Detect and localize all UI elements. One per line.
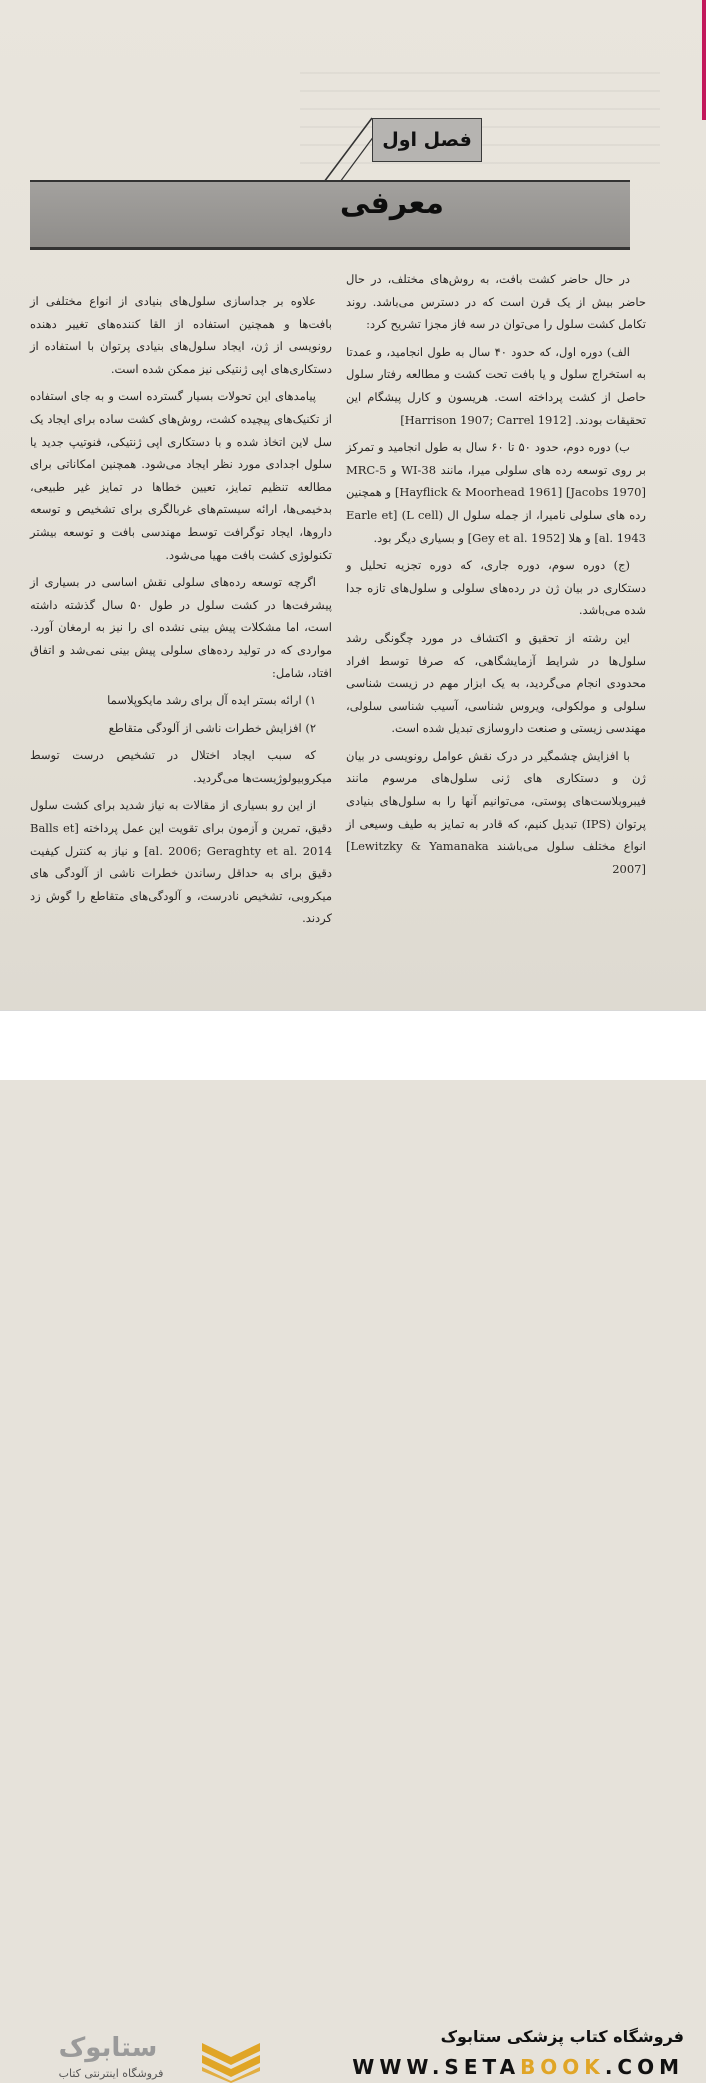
chapter-title: معرفی	[339, 186, 444, 221]
paragraph	[346, 436, 646, 549]
paragraph-text: ۲) افزایش خطرات ناشی از آلودگی متقاطع	[108, 720, 316, 735]
url-brand-seta: SETA	[444, 2055, 521, 2079]
paragraph	[346, 268, 646, 336]
paragraph	[30, 794, 332, 930]
url-prefix: WWW.	[352, 2055, 445, 2079]
paragraph	[30, 744, 332, 789]
chapter-label: فصل اول	[372, 118, 482, 162]
paragraph-text: که سبب ایجاد اختلال در تشخیص درست توسط میکروبیولوژیست‌ها می‌گردید.	[30, 748, 332, 785]
paragraph	[346, 745, 646, 881]
store-url-link[interactable]	[352, 2055, 684, 2079]
paragraph-text: (ج) دوره سوم، دوره جاری، که دوره تجزیه تحلیل و دستکاری در بیان ژن در رده‌های سلولی و سلول‌های تازه جدا شده می‌باشد.	[346, 558, 646, 618]
store-banner	[0, 1010, 706, 2080]
list-item	[30, 717, 332, 740]
citation: [Lewitzky & Yamanaka 2007]	[346, 839, 646, 876]
paragraph-text: در حال حاضر کشت بافت، به روش‌های مختلف، در حال حاضر بیش از یک قرن است که در دسترس می‌باشد. روند تکامل کشت سلول را می‌توان در سه فاز مجزا تشریح کرد:	[346, 272, 646, 332]
store-logo-subtitle: فروشگاه اینترنتی کتاب	[58, 2067, 164, 2080]
chapter-connector-line	[322, 116, 376, 184]
list-item	[30, 689, 332, 712]
paragraph-text: الف) دوره اول، که حدود ۴۰ سال به طول انجامید، و عمدتا به استخراج سلول و یا بافت تحت کشت و مطالعه رفتار سلول حاصل از کشت پرداخته است. هریسون و کارل پیشگام این تحقیقات بودند.	[346, 344, 646, 427]
paragraph-text: علاوه بر جداسازی سلول‌های بنیادی از انواع مختلفی از بافت‌ها و همچنین استفاده از القا کننده‌های تغییر دهنده رونویسی از ژن، ایجاد سلول‌های بنیادی پرتوان با استفاده از دستکاری‌های اپی ژنتیکی نیز ممکن شده است.	[30, 294, 332, 376]
paragraph-text: پیامدهای این تحولات بسیار گسترده است و به جای استفاده از تکنیک‌های پیچیده کشت، روش‌های کشت ساده برای ایجاد یک سل لاین اتخاذ شده و با دستکاری اپی ژنتیکی، فنوتیپ جدید یا سلول اجدادی مورد نظر ایجاد می‌شود. همچنین امکاناتی برای مطالعه تنظیم تمایز، تعیین خطاها در تمایز غیر طبیعی، بدخیمی‌ها، ارائه سیستم‌های غربالگری برای تشخیص و توسعه داروها، ایجاد توگرافت توسط مهندسی بافت و توسعه بیشتر تکنولوژی کشت بافت مهیا می‌شود.	[30, 389, 332, 562]
store-name: فروشگاه کتاب پزشکی ستابوک	[440, 2027, 684, 2046]
paragraph	[30, 385, 332, 566]
url-suffix: .COM	[604, 2055, 684, 2079]
right-text-column	[346, 268, 646, 885]
paragraph	[346, 554, 646, 622]
url-brand-book: BOOK	[520, 2055, 605, 2079]
paragraph-text: از این رو بسیاری از مقالات به نیاز شدید برای کشت سلول دقیق، تمرین و آزمون برای تقویت این عمل پرداخته [Balls et al. 2006; Geraghty et al. 2014] و نیاز به کنترل کیفیت دقیق برای به حداقل رساندن خطرات ناشی از آلودگی های میکروبی، تشخیص نادرست، و آلودگی‌های متقاطع را گوش زد کردند.	[30, 798, 332, 926]
paragraph-text: اگرچه توسعه رده‌های سلولی نقش اساسی در بسیاری از پیشرفت‌ها در کشت سلول در طول ۵۰ سال گذشته داشته است، اما مشکلات پیش بینی نشده ای را نیز به ارمغان آورد. مواردی که در تولید رده‌های سلولی پیش بینی نمی‌شد و اتفاق افتاد، شامل:	[30, 575, 332, 680]
paragraph-text: این رشته از تحقیق و اکتشاف در مورد چگونگی رشد سلول‌ها در شرایط آزمایشگاهی، که صرفا توسط افراد محدودی انجام می‌گردید، به یک ابزار مهم در زیست شناسی سلولی و مولکولی، ویروس شناسی، آسیب شناسی سلولی، مهندسی زیستی و صنعت داروسازی تبدیل شده است.	[346, 630, 646, 736]
paragraph-text: با افزایش چشمگیر در درک نقش عوامل رونویسی در بیان ژن و دستکاری های ژنی سلول‌های مرسوم مانند فیبروبلاست‌های پوستی، می‌توانیم آنها را به سلول‌های بنیادی پرتوان (IPS) تبدیل کنیم، که قادر به تمایز به طیف وسیعی از انواع مختلف سلول می‌باشند	[346, 748, 646, 854]
paragraph	[30, 290, 332, 380]
paragraph-text: ۱) ارائه بستر ایده آل برای رشد مایکوپلاسما	[107, 693, 316, 708]
book-page	[0, 0, 706, 1010]
left-text-column	[30, 290, 332, 935]
store-logo-name: ستابوک	[58, 2033, 158, 2063]
paragraph	[346, 627, 646, 740]
page-edge-marker	[702, 0, 706, 120]
citation: [Harrison 1907; Carrel 1912]	[400, 412, 572, 427]
chapter-title-band	[30, 180, 630, 250]
paragraph-text: ب) دوره دوم، حدود ۵۰ تا ۶۰ سال به طول انجامید و تمرکز بر روی توسعه رده های سلولی میرا، مانند WI-38 و MRC-5 [Hayflick & Moorhead 1961] [Jacobs 1970] و همچنین رده های سلولی نامیرا، از جمله سلول ال (L cell) [Earle et al. 1943] و هلا [Gey et al. 1952] و بسیاری دیگر بود.	[346, 440, 646, 545]
paragraph	[30, 571, 332, 684]
book-stack-logo-icon	[198, 2033, 264, 2083]
paragraph	[346, 341, 646, 431]
